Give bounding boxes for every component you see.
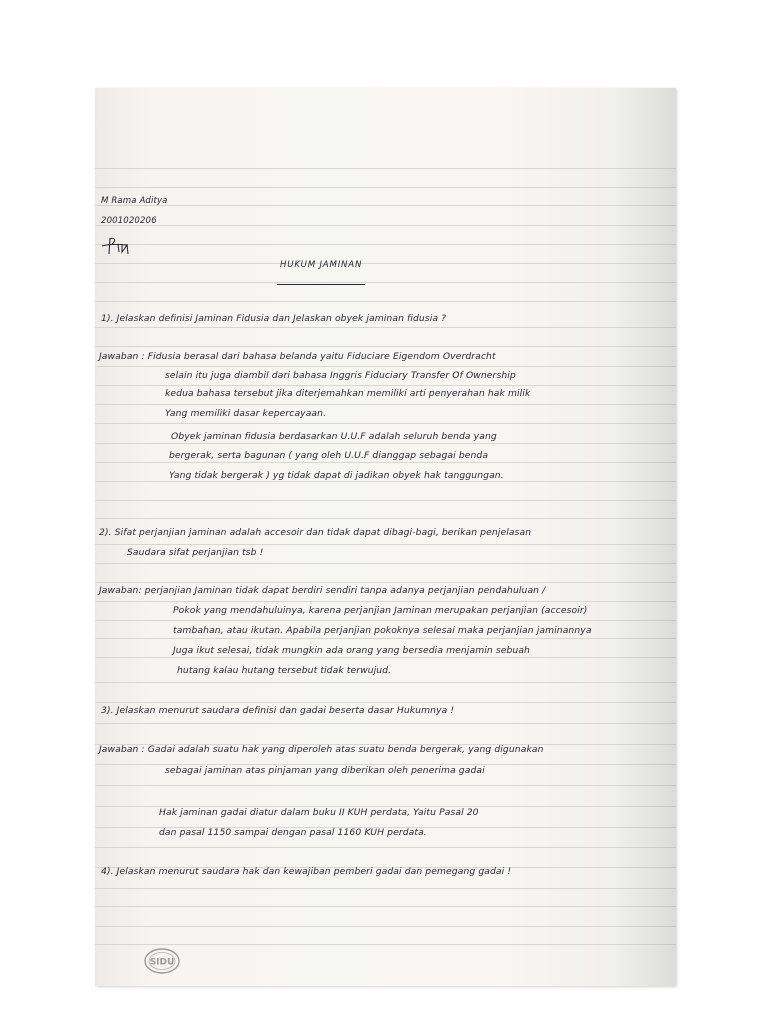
ruled-line	[95, 481, 676, 482]
ruled-line	[95, 346, 676, 347]
ruled-line	[95, 462, 676, 463]
ruled-line	[95, 657, 676, 658]
ruled-line	[95, 702, 676, 703]
answer-line: kedua bahasa tersebut jika diterjemahkan memiliki arti penyerahan hak milik	[165, 388, 531, 399]
question-4: 4). Jelaskan menurut saudara hak dan kewajiban pemberi gadai dan pemegang gadai !	[101, 866, 512, 877]
ruled-line	[95, 544, 676, 545]
ruled-line	[95, 205, 676, 206]
ruled-line	[95, 225, 676, 226]
ruled-line	[95, 282, 676, 283]
ruled-line	[95, 404, 676, 405]
ruled-line	[95, 582, 676, 583]
ruled-line	[95, 638, 676, 639]
answer-line: bergerak, serta bagunan ( yang oleh U.U.F dianggap sebagai benda	[169, 450, 489, 461]
question-2: 2). Sifat perjanjian jaminan adalah accesoir dan tidak dapat dibagi-bagi, berikan penjelasan	[99, 527, 532, 538]
question-3: 3). Jelaskan menurut saudara definisi dan gadai beserta dasar Hukumnya !	[101, 705, 455, 716]
ruled-line	[95, 906, 676, 907]
ruled-line	[95, 244, 676, 245]
answer-line: tambahan, atau ikutan. Apabila perjanjian pokoknya selesai maka perjanjian jaminannya	[173, 625, 592, 636]
answer-line: selain itu juga diambil dari bahasa Inggris Fiduciary Transfer Of Ownership	[165, 370, 516, 381]
ruled-line	[95, 563, 676, 564]
answer-line: Pokok yang mendahuluinya, karena perjanjian Jaminan merupakan perjanjian (accesoir)	[173, 605, 588, 616]
ruled-line	[95, 385, 676, 386]
ruled-line	[95, 443, 676, 444]
ruled-line	[95, 601, 676, 602]
ruled-line	[95, 847, 676, 848]
page-shadow	[616, 88, 676, 986]
answer-line: dan pasal 1150 sampai dengan pasal 1160 KUH perdata.	[159, 827, 427, 838]
answer-line: Hak jaminan gadai diatur dalam buku II KUH perdata, Yaitu Pasal 20	[159, 807, 479, 818]
ruled-line	[95, 301, 676, 302]
ruled-line	[95, 785, 676, 786]
ruled-line	[95, 888, 676, 889]
page-title: HUKUM JAMINAN	[280, 260, 363, 270]
answer-line: Juga ikut selesai, tidak mungkin ada orang yang bersedia menjamin sebuah	[173, 645, 530, 656]
answer-line: hutang kalau hutang tersebut tidak terwujud.	[177, 665, 392, 676]
ruled-line	[95, 187, 676, 188]
ruled-line	[95, 926, 676, 927]
student-name: M Rama Aditya	[101, 196, 168, 206]
stamp-text: SIDU	[149, 957, 175, 968]
ruled-line	[95, 682, 676, 683]
title-underline	[277, 284, 365, 285]
answer-line: Jawaban : Fidusia berasal dari bahasa belanda yaitu Fiduciare Eigendom Overdracht	[99, 351, 496, 362]
question-1: 1). Jelaskan definisi Jaminan Fidusia dan Jelaskan obyek jaminan fidusia ?	[101, 313, 447, 324]
ruled-line	[95, 168, 676, 169]
answer-line: Obyek jaminan fidusia berdasarkan U.U.F adalah seluruh benda yang	[171, 431, 497, 442]
ruled-line	[95, 944, 676, 945]
notebook-page	[95, 88, 676, 986]
answer-line: Yang memiliki dasar kepercayaan.	[165, 408, 327, 419]
ruled-line	[95, 518, 676, 519]
signature-icon	[100, 232, 140, 258]
student-id: 2001020206	[101, 216, 157, 226]
answer-line: Yang tidak bergerak ) yg tidak dapat di jadikan obyek hak tanggungan.	[169, 470, 504, 481]
ruled-line	[95, 327, 676, 328]
ruled-line	[95, 263, 676, 264]
answer-line: sebagai jaminan atas pinjaman yang diberikan oleh penerima gadai	[165, 765, 485, 776]
ruled-line	[95, 723, 676, 724]
ruled-line	[95, 620, 676, 621]
stamp-logo-icon	[142, 946, 182, 976]
answer-line: Jawaban: perjanjian Jaminan tidak dapat berdiri sendiri tanpa adanya perjanjian pendahuluan /	[99, 585, 546, 596]
ruled-line	[95, 500, 676, 501]
question-2-cont: Saudara sifat perjanjian tsb !	[127, 547, 264, 558]
ruled-line	[95, 423, 676, 424]
answer-line: Jawaban : Gadai adalah suatu hak yang diperoleh atas suatu benda bergerak, yang digunakan	[99, 744, 544, 755]
ruled-line	[95, 366, 676, 367]
